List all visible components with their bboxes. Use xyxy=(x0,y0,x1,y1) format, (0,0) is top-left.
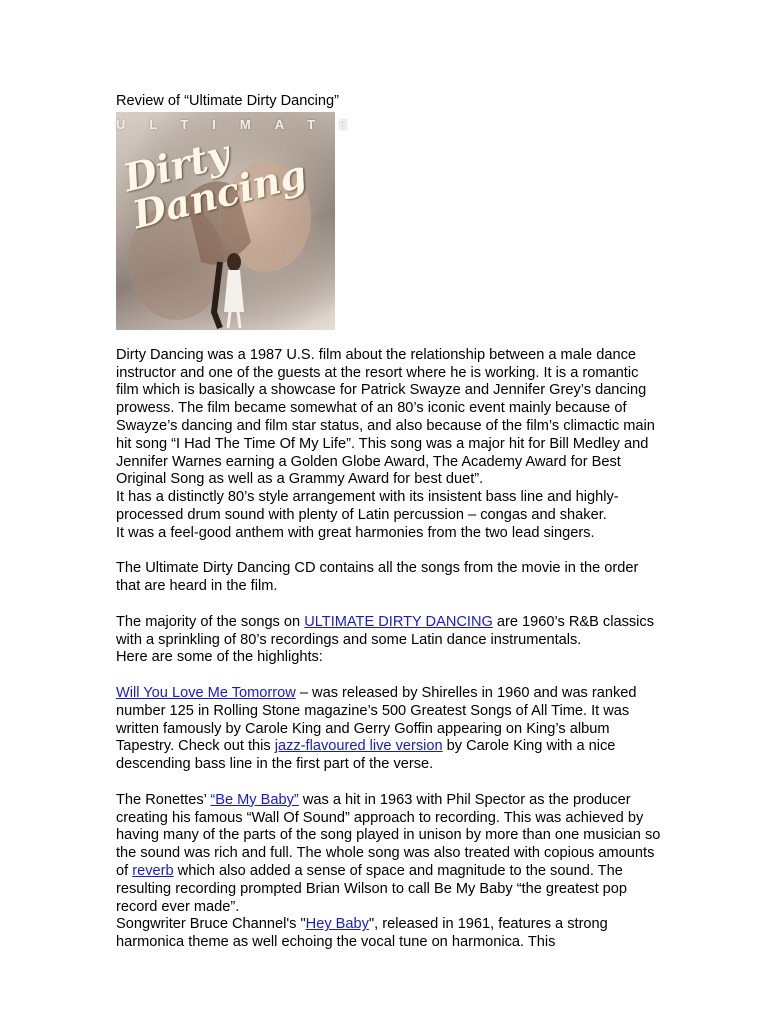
paragraph-will-you-love-me: Will You Love Me Tomorrow – was released by Shirelles in 1960 and was ranked number 125 in Rolling Stone magazine’s 500 Greatest Songs of All Time. It was written famously by Carole King and Gerry Goffin appearing on King’s album Tapestry. Check out this jazz-flavoured live version by Carole King with a nice descending bass line in the first part of the verse. xyxy=(116,684,637,773)
paragraph-anthem: It was a feel-good anthem with great harmonies from the two lead singers. xyxy=(116,524,595,541)
paragraph-cd-contents: The Ultimate Dirty Dancing CD contains all the songs from the movie in the order that are heard in the film. xyxy=(116,560,639,595)
cover-top-text: ULTIMATE xyxy=(116,116,372,132)
link-be-my-baby[interactable]: “Be My Baby” xyxy=(210,791,299,808)
paragraph-intro: Dirty Dancing was a 1987 U.S. film about the relationship between a male dance instructor and one of the guests at the resort where he is working. It is a romantic film which is basically a showcase for Patrick Swayze and Jennifer Grey’s dancing prowess. The film became somewhat of an 80’s iconic event mainly because of Swayze’s dancing and film star status, and also because of the film’s climactic main hit song “I Had The Time Of My Life”. This song was a major hit for Bill Medley and Jennifer Warnes earning a Golden Globe Award, The Academy Award for Best Original Song as well as a Grammy Award for best duet”. xyxy=(116,346,655,488)
paragraph-gap xyxy=(116,596,661,614)
cover-script-title: Dirty Dancing xyxy=(118,130,311,237)
paragraph-gap xyxy=(116,543,661,561)
paragraph-hey-baby: Songwriter Bruce Channel's "Hey Baby", released in 1961, features a strong harmonica theme as well echoing the vocal tune on harmonica. This xyxy=(116,916,608,951)
paragraph-majority: The majority of the songs on ULTIMATE DIRTY DANCING are 1960’s R&B classics with a sprinkling of 80’s recordings and some Latin dance instrumentals. xyxy=(116,613,655,648)
link-jazz-live-version[interactable]: jazz-flavoured live version xyxy=(274,738,443,755)
paragraph-be-my-baby: The Ronettes’ “Be My Baby” was a hit in 1963 with Phil Spector as the producer creating his famous “Wall Of Sound” approach to recording. This was achieved by having many of the parts of the song played in unison by more than one musician so the sound was rich and full. The whole song was also treated with copious amounts of reverb which also added a sense of space and magnitude to the sound. The resulting recording prompted Brian Wilson to call Be My Baby “the greatest pop record ever made”. xyxy=(116,791,661,915)
paragraph-highlights-intro: Here are some of the highlights: xyxy=(116,649,323,666)
link-will-you-love-me-tomorrow[interactable]: Will You Love Me Tomorrow xyxy=(116,684,296,701)
paragraph-gap xyxy=(116,774,661,792)
review-title: Review of “Ultimate Dirty Dancing” xyxy=(116,93,340,109)
paragraph-arrangement: It has a distinctly 80’s style arrangement with its insistent bass line and highly-processed drum sound with plenty of Latin percussion – congas and shaker. xyxy=(116,489,619,523)
paragraph-gap xyxy=(116,667,661,685)
document-body xyxy=(116,93,661,952)
album-cover-image xyxy=(116,112,372,330)
link-ultimate-dirty-dancing[interactable]: ULTIMATE DIRTY DANCING xyxy=(304,613,493,630)
link-hey-baby[interactable]: Hey Baby xyxy=(305,916,369,933)
link-reverb[interactable]: reverb xyxy=(132,862,174,879)
